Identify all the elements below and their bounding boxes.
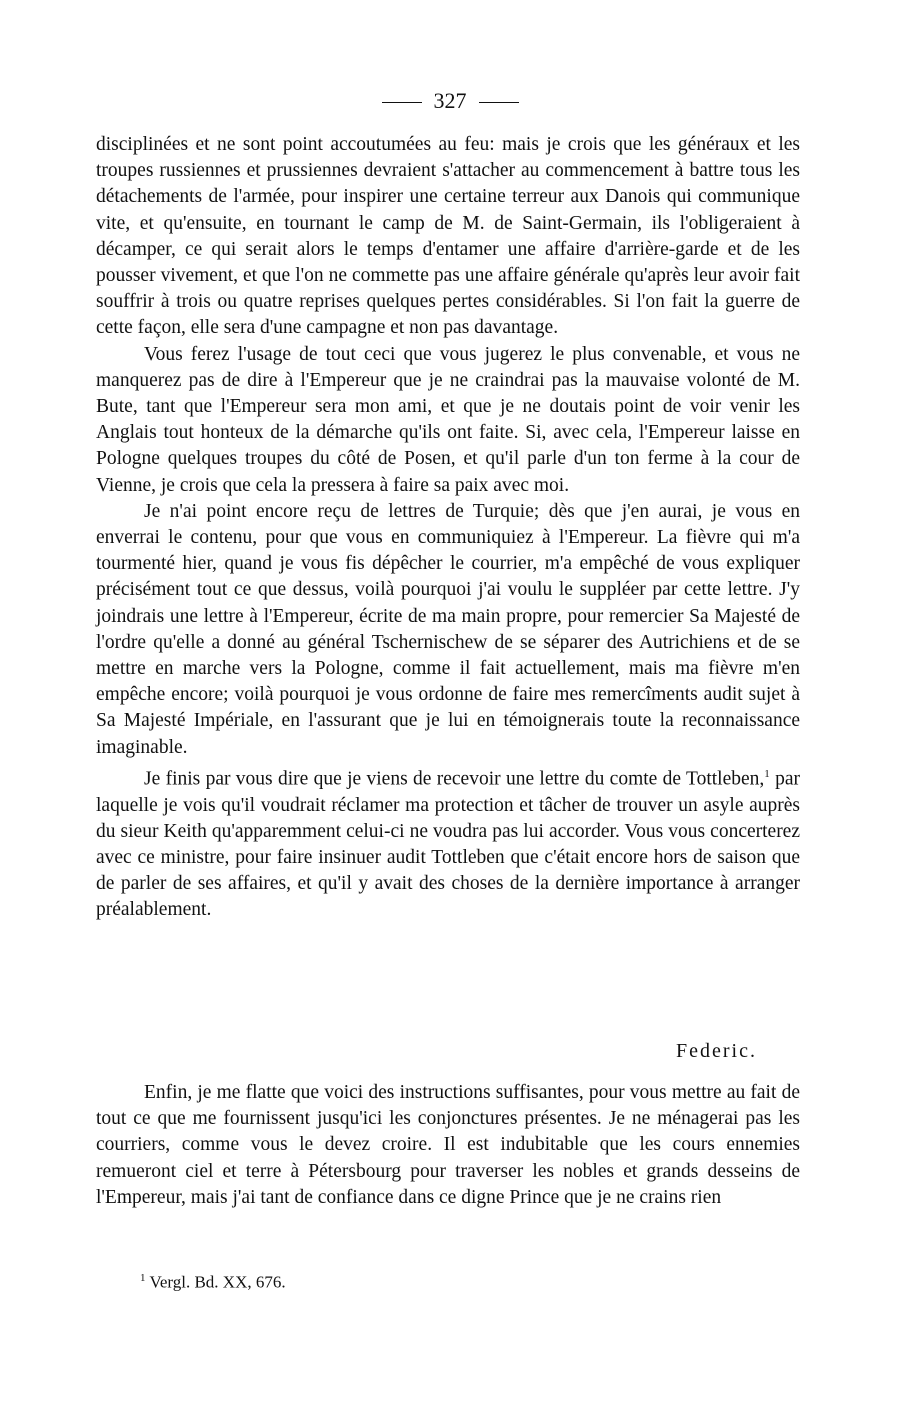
header-dash-right [479, 102, 519, 103]
paragraph-3: Je n'ai point encore reçu de lettres de Turquie; dès que j'en aurai, je vous en enverrai le contenu, pour que vous en communiquiez à l'Empereur. La fièvre qui m'a tourmenté hier, quand je vous fis dépêcher le courrier, m'a empêché de vous expliquer précisément tout ce que dessus, voilà pourquoi j'ai voulu le suppléer par cette lettre. J'y joindrais une lettre à l'Empereur, écrite de ma main propre, pour remercier Sa Majesté de l'ordre qu'elle a donné au général Tschernischew de se séparer des Autrichiens et de se mettre en marche vers la Pologne, comme il fait actuellement, mais ma fièvre m'en empêche encore; voilà pourquoi je vous ordonne de faire mes remercîments audit sujet à Sa Majesté Impériale, en l'assurant que je lui en témoignerais toute la reconnaissance imaginable. [96, 500, 800, 758]
footnote-reference: 1 [764, 767, 770, 780]
paragraph-5: Enfin, je me flatte que voici des instructions suffisantes, pour vous mettre au fait de tout ce que me fournissent jusqu'ici les conjonctures présentes. Je ne ménagerai pas les courriers, comme vous le devez croire. Il est indubitable que les cours ennemies remueront ciel et terre à Pétersbourg pour traverser les nobles et grands desseins de l'Empereur, mais j'ai tant de confiance dans ce digne Prince que je ne crains rien [96, 1082, 800, 1208]
paragraph-1: disciplinées et ne sont point accoutumées au feu: mais je crois que les généraux et les troupes russiennes et prussiennes devraient s'attacher au commencement à battre tous les détachements de l'armée, pour inspirer une certaine terreur aux Danois qui communique vite, et qu'ensuite, en tournant le camp de M. de Saint-Germain, ils l'obligeraient à décamper, ce qui serait alors le temps d'entamer une affaire d'arrière-garde et de les pousser vivement, et que l'on ne commette pas une affaire générale qu'après leur avoir fait souffrir à trois ou quatre reprises quelques pertes considérables. Si l'on fait la guerre de cette façon, elle sera d'une campagne et non pas davantage. [96, 134, 800, 339]
header-dash-left [382, 102, 422, 103]
paragraph-4-part-1: Je finis par vous dire que je viens de recevoir une lettre du comte de Tottleben, [144, 768, 765, 790]
page-header [0, 86, 900, 116]
main-text [96, 132, 800, 924]
page-number: 327 [433, 88, 467, 113]
footnote-mark: 1 [140, 1272, 146, 1284]
signature: Federic. [676, 1040, 757, 1062]
footnote [140, 1266, 286, 1295]
paragraph-4 [96, 761, 800, 924]
footnote-text: Vergl. Bd. XX, 676. [149, 1272, 286, 1292]
closing-text [96, 1080, 800, 1211]
paragraph-2: Vous ferez l'usage de tout ceci que vous jugerez le plus convenable, et vous ne manquerez pas de dire à l'Empereur que je ne craindrai pas la mauvaise volonté de M. Bute, tant que l'Empereur sera mon ami, et que je ne doutais point de voir venir les Anglais tout honteux de la démarche qu'ils ont faite. Si, avec cela, l'Empereur laisse en Pologne quelques troupes du côté de Posen, et qu'il parle d'un ton ferme à la cour de Vienne, je crois que cela la pressera à faire sa paix avec moi. [96, 343, 800, 496]
paragraph-4-part-2: par laquelle je vois qu'il voudrait réclamer ma protection et tâcher de trouver un asyle auprès du sieur Keith qu'apparemment celui-ci ne voudra pas lui accorder. Vous vous concerterez avec ce ministre, pour faire insinuer audit Tottleben que c'était encore hors de saison que de parler de ses affaires, et qu'il y avait des choses de la dernière importance à arranger préalablement. [96, 768, 800, 921]
